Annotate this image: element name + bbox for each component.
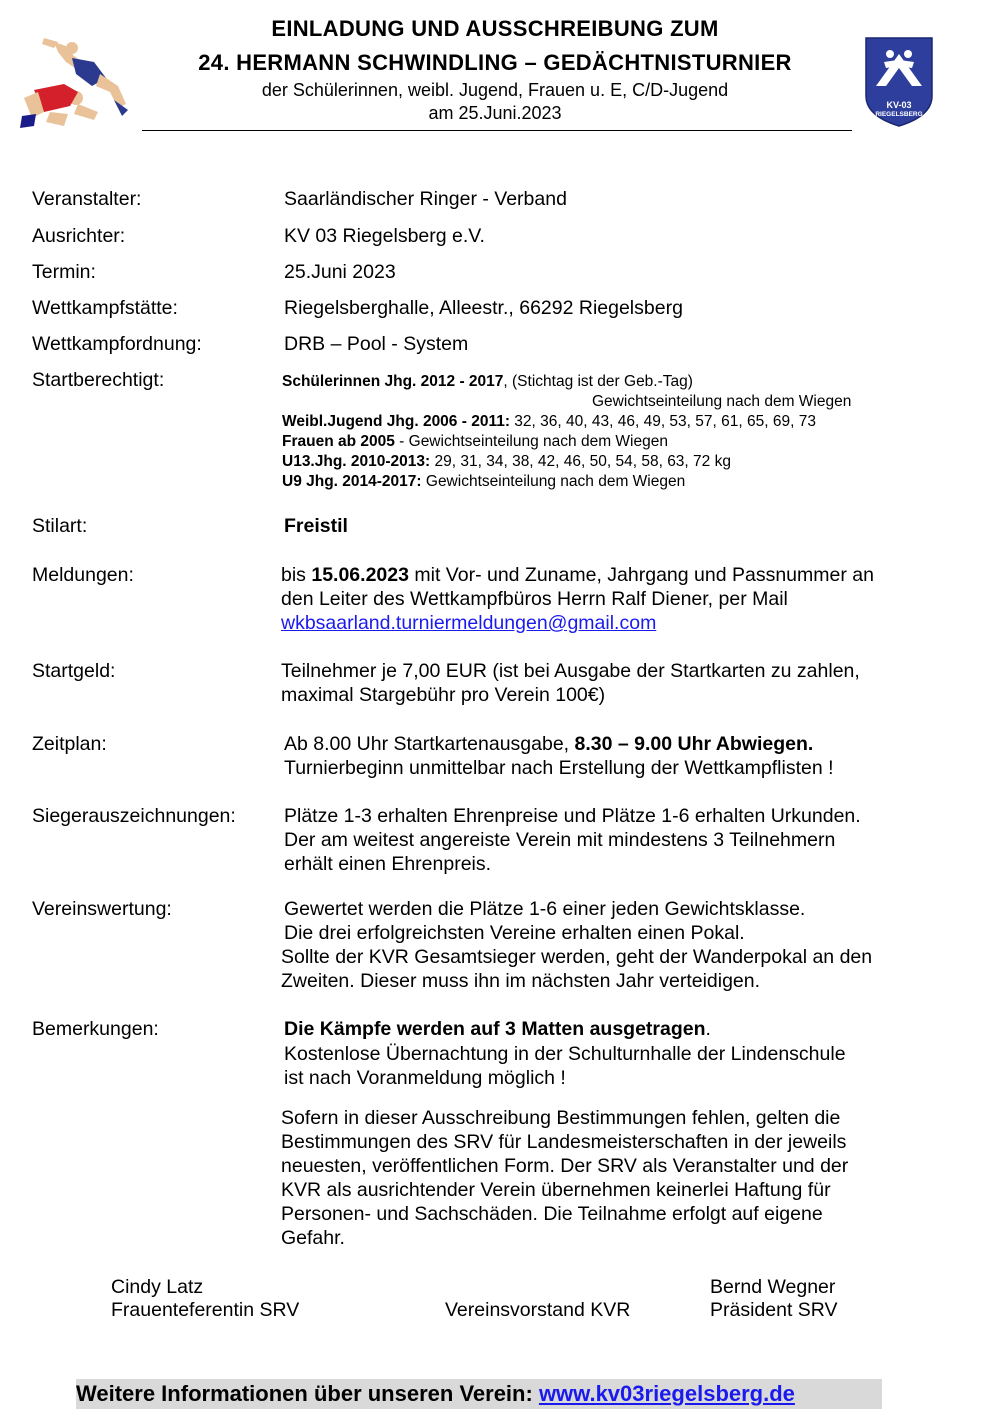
ausrichter-label: Ausrichter:: [32, 225, 126, 247]
sieger-line-2: Der am weitest angereiste Verein mit mindestens 3 Teilnehmern: [284, 829, 836, 851]
header-divider: [142, 130, 852, 131]
logo-text-kv03: KV-03: [886, 100, 912, 110]
startberechtigt-weibl-jugend: [282, 413, 816, 431]
meldungen-label: Meldungen:: [32, 564, 134, 586]
wettkampfstaette-value: Riegelsberghalle, Alleestr., 66292 Riegelsberg: [284, 297, 683, 319]
startberechtigt-schuelerinnen: [282, 373, 693, 391]
u13-klassen: 29, 31, 34, 38, 42, 46, 50, 54, 58, 63, 72 kg: [430, 453, 731, 470]
startberechtigt-frauen: [282, 433, 668, 451]
disclaimer-line-3: neuesten, veröffentlichen Form. Der SRV als Veranstalter und der: [281, 1155, 849, 1177]
signature-middle-role: Vereinsvorstand KVR: [445, 1299, 631, 1321]
ausrichter-value: KV 03 Riegelsberg e.V.: [284, 225, 485, 247]
meldungen-email-link[interactable]: wkbsaarland.turniermeldungen@gmail.com: [281, 612, 657, 634]
bemerkungen-label: Bemerkungen:: [32, 1018, 159, 1040]
bemerkungen-line-2: Kostenlose Übernachtung in der Schulturnhalle der Lindenschule: [284, 1043, 846, 1065]
stilart-value: Freistil: [284, 515, 348, 537]
title-line-2: 24. HERMANN SCHWINDLING – GEDÄCHTNISTURNIER: [198, 50, 792, 75]
schuelerinnen-stichtag: , (Stichtag ist der Geb.-Tag): [503, 373, 693, 390]
meldungen-details: mit Vor- und Zuname, Jahrgang und Passnummer an: [408, 564, 874, 586]
wettkampfstaette-label: Wettkampfstätte:: [32, 297, 178, 319]
startberechtigt-label: Startberechtigt:: [32, 369, 165, 391]
termin-label: Termin:: [32, 261, 96, 283]
title-line-1: EINLADUNG UND AUSSCHREIBUNG ZUM: [271, 16, 719, 41]
u9-gewicht: Gewichtseinteilung nach dem Wiegen: [421, 473, 686, 490]
signature-right-name: Bernd Wegner: [710, 1276, 836, 1298]
signature-left-name: Cindy Latz: [111, 1276, 204, 1298]
subtitle-line-1: der Schülerinnen, weibl. Jugend, Frauen u. E, C/D-Jugend: [261, 80, 729, 100]
zeitplan-line-2: Turnierbeginn unmittelbar nach Erstellung der Wettkampflisten !: [284, 757, 834, 779]
disclaimer-line-2: Bestimmungen des SRV für Landesmeisterschaften in der jeweils: [281, 1131, 847, 1153]
footer-website-link[interactable]: www.kv03riegelsberg.de: [538, 1381, 795, 1406]
verein-line-2: Die drei erfolgreichsten Vereine erhalten einen Pokal.: [284, 922, 745, 944]
u9-jahrgang: U9 Jhg. 2014-2017:: [282, 473, 422, 490]
startgeld-line-2: maximal Stargebühr pro Verein 100€): [281, 684, 606, 706]
stilart-label: Stilart:: [32, 515, 88, 537]
footer-bar: [76, 1379, 882, 1409]
wrestlers-illustration: [14, 34, 134, 134]
logo-text-riegelsberg: RIEGELSBERG: [875, 111, 923, 118]
termin-value: 25.Juni 2023: [284, 261, 396, 283]
weibl-jugend-klassen: 32, 36, 40, 43, 46, 49, 53, 57, 61, 65, 69, 73: [510, 413, 816, 430]
startgeld-line-1: Teilnehmer je 7,00 EUR (ist bei Ausgabe der Startkarten zu zahlen,: [281, 660, 860, 682]
bemerkungen-line-3: ist nach Voranmeldung möglich !: [284, 1067, 566, 1089]
verein-line-1: Gewertet werden die Plätze 1-6 einer jeden Gewichtsklasse.: [284, 898, 806, 920]
veranstalter-value: Saarländischer Ringer - Verband: [284, 188, 567, 210]
schuelerinnen-jahrgang: Schülerinnen Jhg. 2012 - 2017: [282, 373, 504, 390]
zeitplan-line-1: [284, 733, 813, 756]
verein-line-3: Sollte der KVR Gesamtsieger werden, geht der Wanderpokal an den: [281, 946, 873, 968]
meldeschluss-date: 15.06.2023: [311, 564, 409, 586]
frauen-gewicht: - Gewichtseinteilung nach dem Wiegen: [394, 433, 668, 450]
bemerkungen-matten: Die Kämpfe werden auf 3 Matten ausgetragen: [284, 1018, 706, 1040]
sieger-line-1: Plätze 1-3 erhalten Ehrenpreise und Plätze 1-6 erhalten Urkunden.: [284, 805, 861, 827]
meldungen-bis: bis: [281, 564, 312, 586]
signature-left-role: Frauenteferentin SRV: [111, 1299, 300, 1321]
bemerkungen-line-1: [284, 1018, 711, 1041]
u13-jahrgang: U13.Jhg. 2010-2013:: [282, 453, 431, 470]
zeitplan-startkarten: Ab 8.00 Uhr Startkartenausgabe,: [284, 733, 575, 755]
subtitle-date: am 25.Juni.2023: [428, 103, 562, 123]
bemerkungen-period: .: [705, 1018, 711, 1040]
vereinswertung-label: Vereinswertung:: [32, 898, 172, 920]
wettkampfordnung-label: Wettkampfordnung:: [32, 333, 202, 355]
meldungen-line-1: [281, 564, 874, 587]
disclaimer-line-5: Personen- und Sachschäden. Die Teilnahme erfolgt auf eigene: [281, 1203, 823, 1225]
siegerauszeichnungen-label: Siegerauszeichnungen:: [32, 805, 236, 827]
startberechtigt-u13: [282, 453, 731, 471]
sieger-line-3: erhält einen Ehrenpreis.: [284, 853, 492, 875]
zeitplan-label: Zeitplan:: [32, 733, 107, 755]
startgeld-label: Startgeld:: [32, 660, 116, 682]
schuelerinnen-gewicht: Gewichtseinteilung nach dem Wiegen: [592, 393, 852, 410]
disclaimer-line-6: Gefahr.: [281, 1227, 345, 1249]
disclaimer-line-4: KVR als ausrichtender Verein übernehmen keinerlei Haftung für: [281, 1179, 831, 1201]
wettkampfordnung-value: DRB – Pool - System: [284, 333, 469, 355]
veranstalter-label: Veranstalter:: [32, 188, 142, 210]
weibl-jugend-jahrgang: Weibl.Jugend Jhg. 2006 - 2011:: [282, 413, 510, 430]
zeitplan-abwiegen: 8.30 – 9.00 Uhr Abwiegen.: [574, 733, 814, 755]
frauen-jahrgang: Frauen ab 2005: [282, 433, 395, 450]
verein-line-4: Zweiten. Dieser muss ihn im nächsten Jahr verteidigen.: [281, 970, 761, 992]
footer-text: Weitere Informationen über unseren Verein:: [76, 1381, 539, 1406]
disclaimer-line-1: Sofern in dieser Ausschreibung Bestimmungen fehlen, gelten die: [281, 1107, 841, 1129]
meldungen-line-2: den Leiter des Wettkampfbüros Herrn Ralf Diener, per Mail: [281, 588, 788, 610]
startberechtigt-u9: [282, 473, 685, 491]
signature-right-role: Präsident SRV: [710, 1299, 838, 1321]
